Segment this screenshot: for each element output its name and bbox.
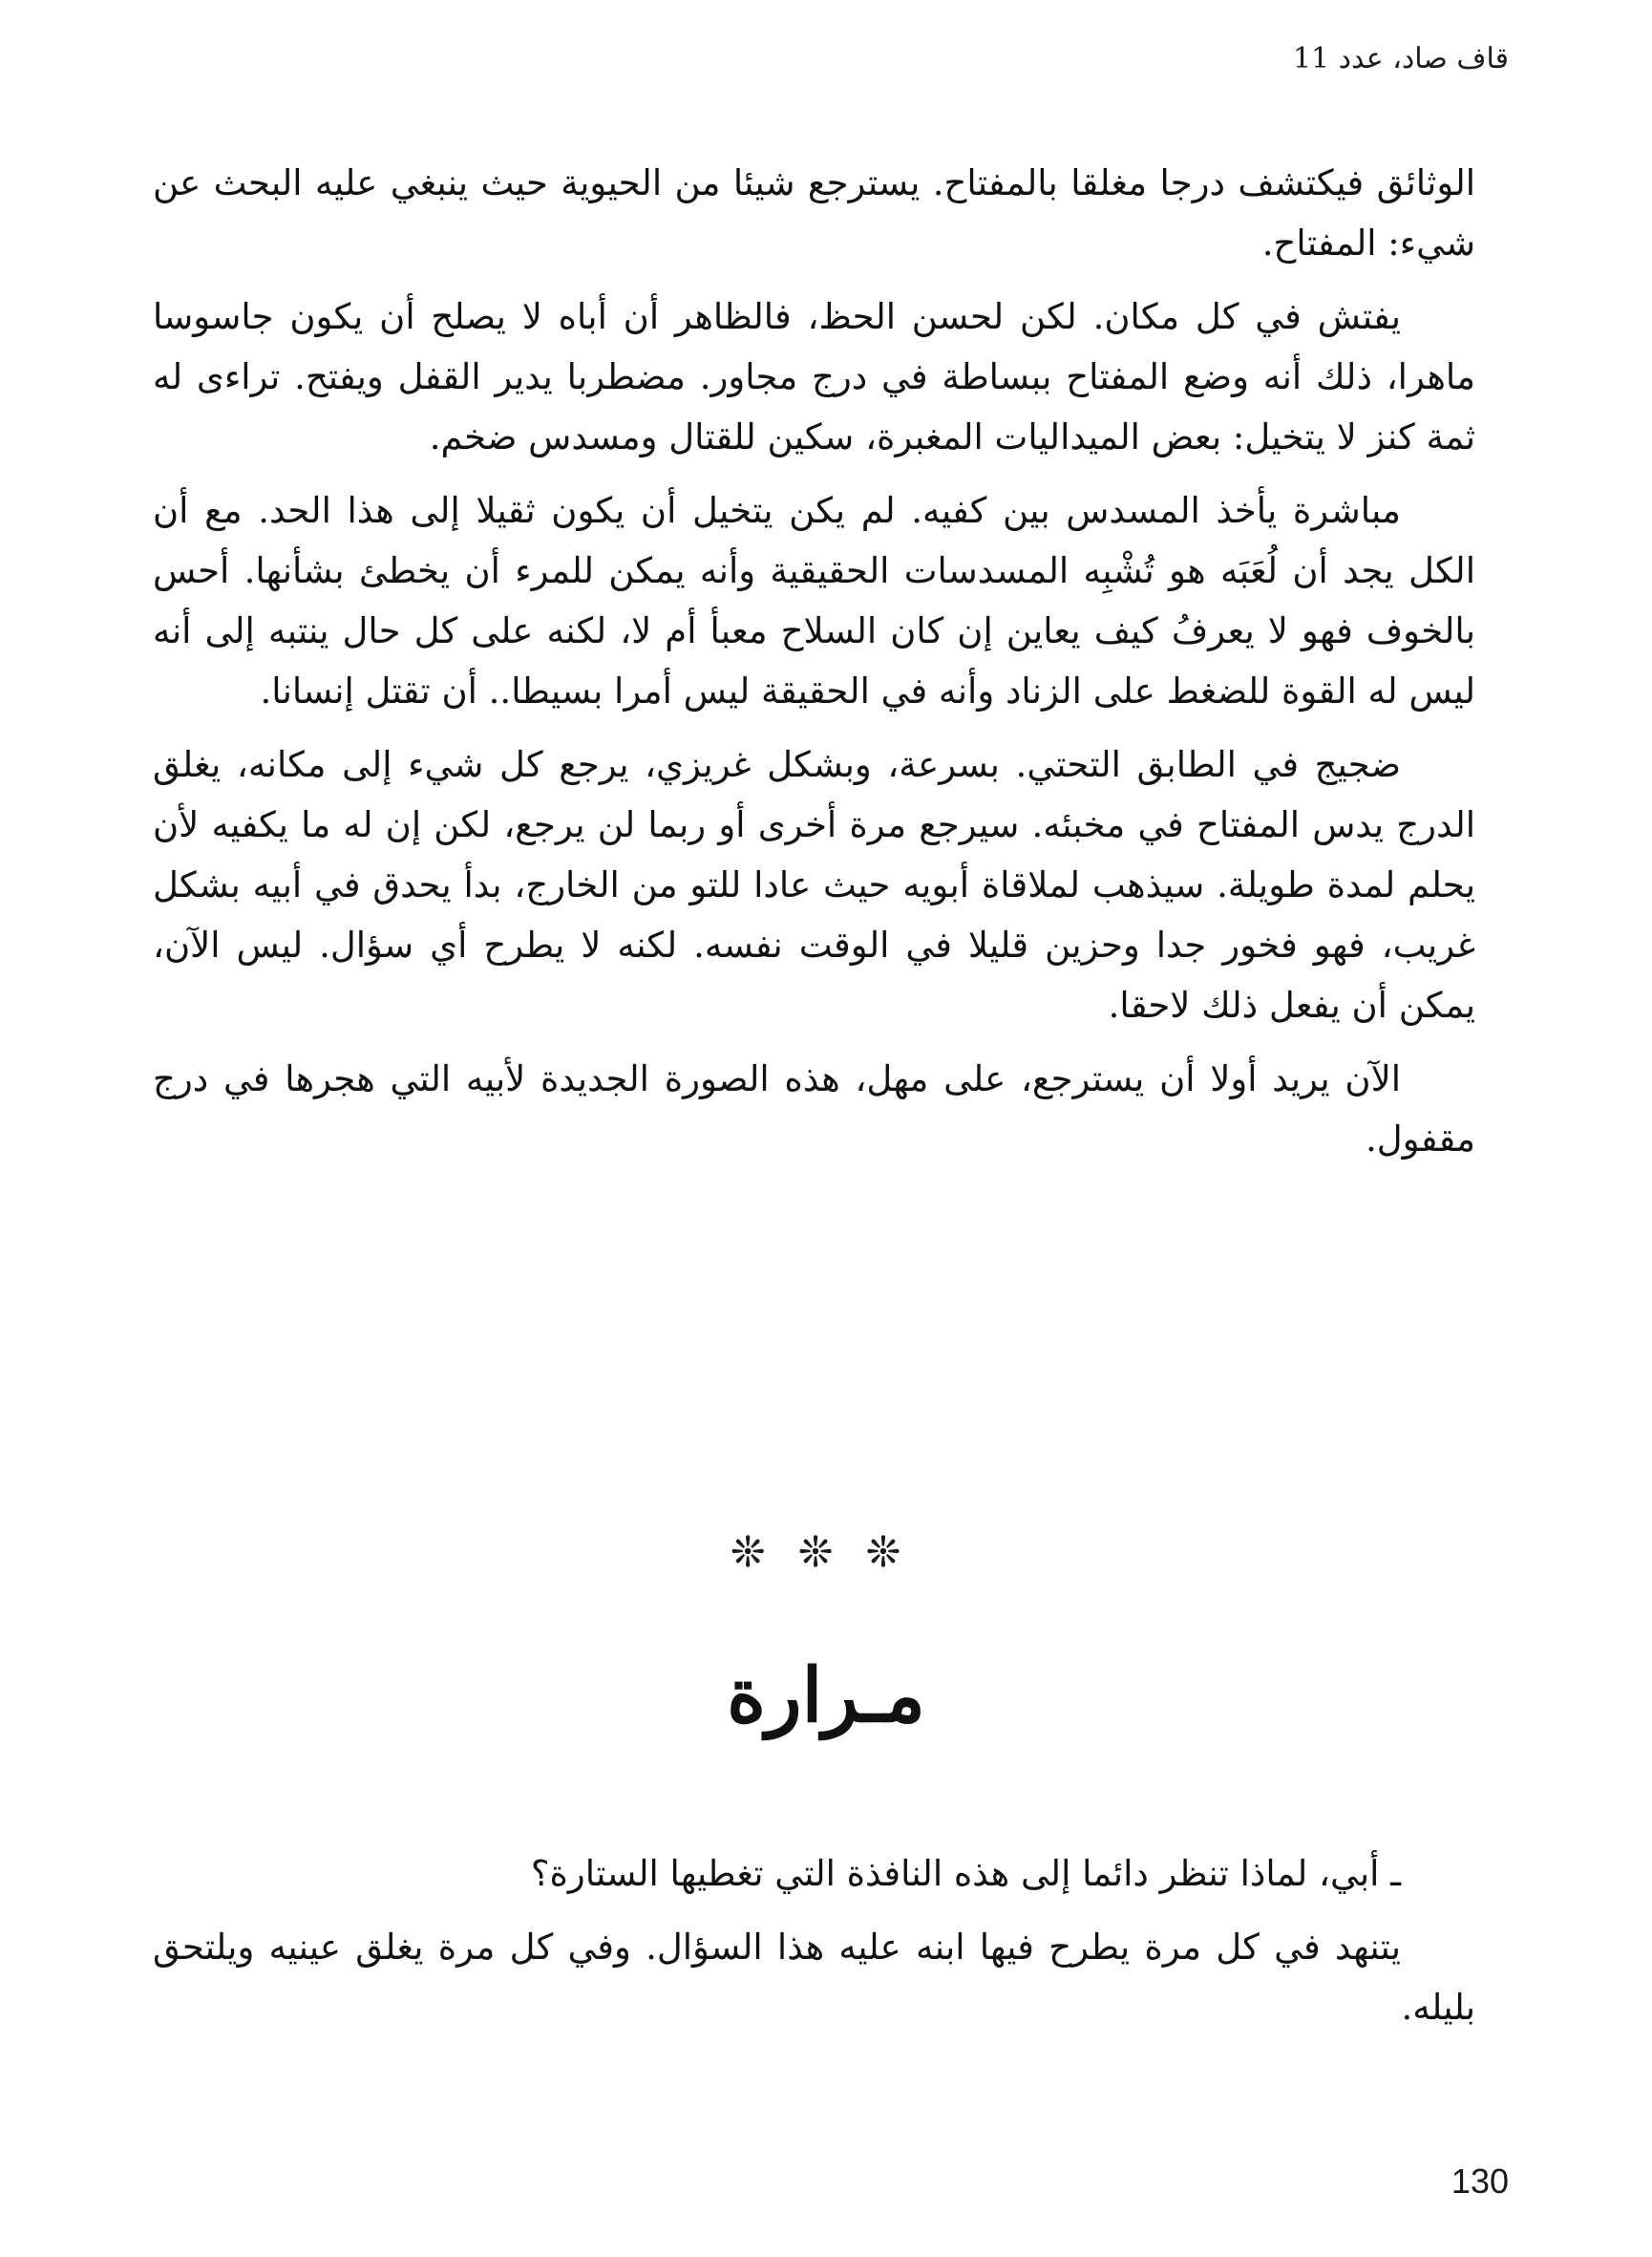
paragraph: ـ أبي، لماذا تنظر دائما إلى هذه النافذة التي تغطيها الستارة؟ [530, 1853, 1401, 1894]
running-head: قاف صاد، عدد 11 [1292, 42, 1509, 75]
paragraph: يتنهد في كل مرة يطرح فيها ابنه عليه هذا السؤال. وفي كل مرة يغلق عينيه ويلتحق بليله. [153, 1927, 1475, 2028]
story-body [153, 153, 1475, 1169]
paragraph: الآن يريد أولا أن يسترجع، على مهل، هذه الصورة الجديدة لأبيه التي هجرها في درج مقفول. [153, 1058, 1475, 1160]
asterism-icon: ❊ [730, 1528, 787, 1577]
paragraph: ضجيج في الطابق التحتي. بسرعة، وبشكل غريزي، يرجع كل شيء إلى مكانه، يغلق الدرج يدس المفتاح في مخبئه. سيرجع مرة أخرى أو ربما لن يرجع، لكن إن له ما يكفيه لأن يحلم لمدة طويلة. سيذهب لملاقاة أبويه حيث عادا للتو من الخارج، بدأ يحدق في أبيه بشكل غريب، فهو فخور جدا وحزين قليلا في الوقت نفسه. لكنه لا يطرح أي سؤال. ليس الآن، يمكن أن يفعل ذلك لاحقا. [153, 744, 1475, 1026]
paragraph: مباشرة يأخذ المسدس بين كفيه. لم يكن يتخيل أن يكون ثقيلا إلى هذا الحد. مع أن الكل يجد أن لُعَبَه هو تُشْبِه المسدسات الحقيقية وأنه يمكن للمرء أن يخطئ بشأنها. أحس بالخوف فهو لا يعرفُ كيف يعاين إن كان السلاح معبأ أم لا، لكنه على كل حال ينتبه إلى أنه ليس له القوة للضغط على الزناد وأنه في الحقيقة ليس أمرا بسيطا.. أن تقتل إنسانا. [153, 490, 1475, 712]
paragraph: يفتش في كل مكان. لكن لحسن الحظ، فالظاهر أن أباه لا يصلح أن يكون جاسوسا ماهرا، ذلك أنه وضع المفتاح ببساطة في درج مجاور. مضطربا يدير القفل ويفتح. تراءى له ثمة كنز لا يتخيل: بعض الميداليات المغبرة، سكين للقتال ومسدس ضخم. [153, 296, 1475, 458]
asterism-icon: ❊ [797, 1528, 855, 1577]
page-number: 130 [1451, 2161, 1509, 2201]
asterism-icon: ❊ [865, 1528, 922, 1577]
section-separator [0, 1528, 1652, 1577]
paragraph: الوثائق فيكتشف درجا مغلقا بالمفتاح. يسترجع شيئا من الحيوية حيث ينبغي عليه البحث عن شيء: المفتاح. [153, 162, 1475, 264]
section-title: مـرارة [727, 1652, 925, 1739]
section-body [153, 1843, 1475, 2037]
